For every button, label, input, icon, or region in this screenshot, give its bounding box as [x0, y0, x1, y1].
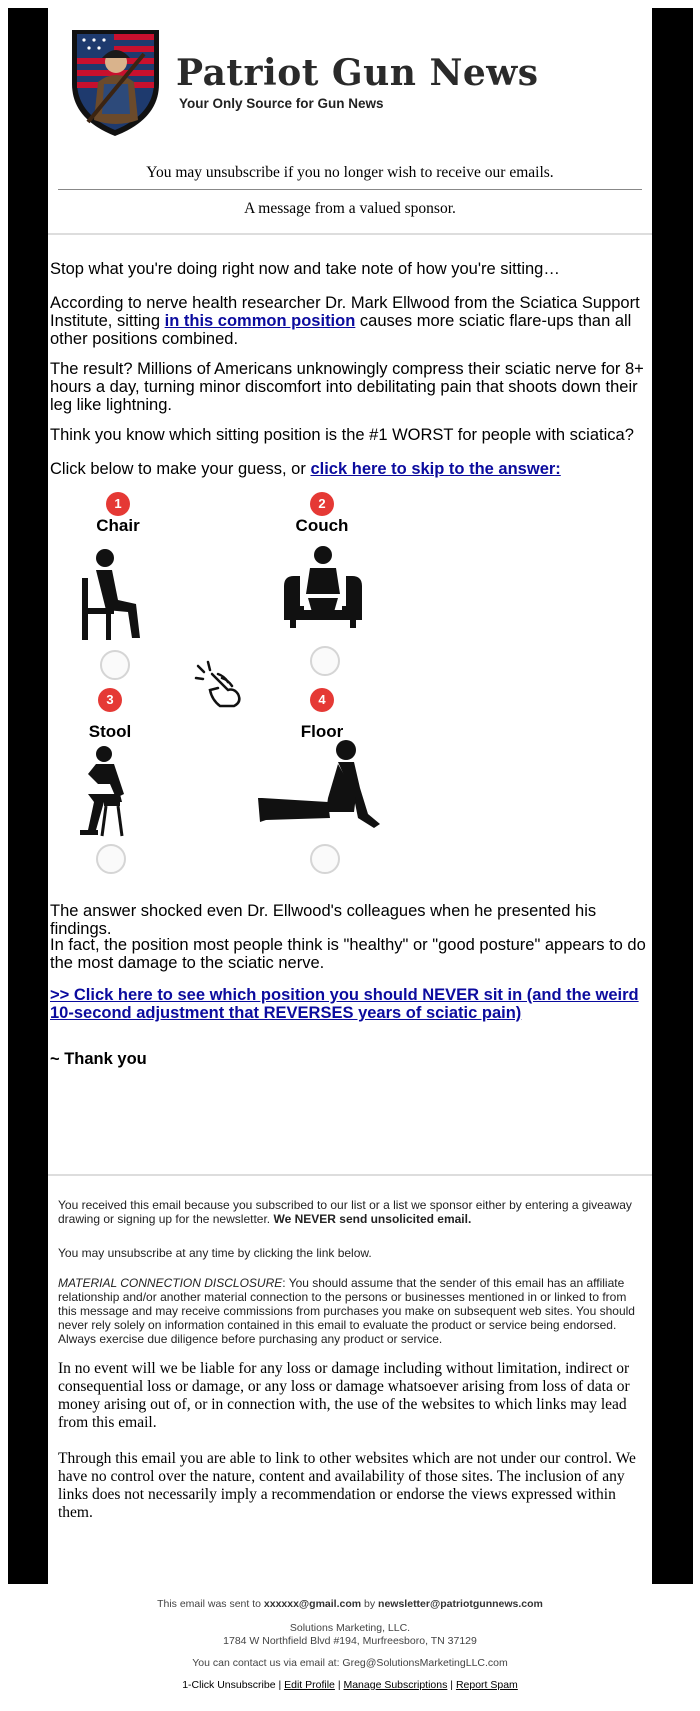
link-separator: | — [334, 1679, 344, 1691]
paragraph-posture: In fact, the position most people think is "healthy" or "good posture" appears to do the most damage to the sciatic nerve. — [50, 936, 646, 972]
sent-prefix: This email was sent to — [157, 1598, 264, 1610]
paragraph-text: causes more sciatic flare-ups than all other positions combined. — [50, 312, 632, 348]
top-unsubscribe-note: You may unsubscribe if you no longer wish to receive our emails. — [146, 164, 554, 181]
chair-sitting-icon[interactable] — [78, 548, 144, 644]
divider — [48, 1174, 652, 1176]
never-sit-cta-link[interactable]: >> Click here to see which position you should NEVER sit in (and the weird 10-second adjustment that REVERSES years of sciatic pain) — [50, 986, 639, 1022]
common-position-link[interactable]: in this common position — [164, 312, 356, 330]
paragraph-guess — [50, 460, 650, 478]
option-number: 2 — [310, 492, 334, 516]
link-separator: | — [447, 1679, 456, 1691]
paragraph-researcher — [50, 294, 650, 348]
sitting-quiz[interactable] — [48, 488, 652, 898]
radio-floor[interactable] — [310, 844, 340, 874]
disclosure-label: MATERIAL CONNECTION DISCLOSURE — [58, 1276, 283, 1290]
skip-to-answer-link[interactable]: click here to skip to the answer: — [310, 460, 561, 478]
edit-profile-link[interactable]: Edit Profile — [284, 1679, 335, 1691]
sent-by: by — [361, 1598, 379, 1610]
divider — [58, 189, 642, 190]
one-click-unsubscribe[interactable]: 1-Click Unsubscribe — [182, 1679, 276, 1691]
unsubscribe-info: You may unsubscribe at any time by clicking the link below. — [58, 1246, 372, 1260]
email-body — [48, 8, 652, 1584]
option-number: 4 — [310, 688, 334, 712]
report-spam-link[interactable]: Report Spam — [455, 1679, 518, 1691]
recipient-email: xxxxxx@gmail.com — [263, 1598, 362, 1610]
floor-sitting-icon[interactable] — [258, 738, 384, 834]
divider — [48, 233, 652, 235]
contact-line: You can contact us via email at: Greg@SolutionsMarketingLLC.com — [192, 1657, 508, 1669]
sender-email: newsletter@patriotgunnews.com — [378, 1598, 543, 1610]
sent-to-line — [0, 1598, 700, 1610]
reason-text: You received this email because you subscribed to our list or a list we sponsor either by entering a giveaway drawing or signing up for the newsletter. — [58, 1198, 632, 1226]
footer-links — [0, 1679, 700, 1691]
radio-stool[interactable] — [96, 844, 126, 874]
company-name: Solutions Marketing, LLC. — [289, 1622, 411, 1634]
paragraph-result: The result? Millions of Americans unknowingly compress their sciatic nerve for 8+ hours a day, turning minor discomfort into debilitating pain that shoots down their leg like lightning. — [50, 360, 644, 414]
paragraph-text: Click below to make your guess, or — [50, 460, 311, 478]
option-label-stool[interactable]: Stool — [88, 722, 132, 741]
option-label-chair[interactable]: Chair — [96, 516, 140, 535]
material-disclosure — [58, 1276, 643, 1346]
paragraph-shocked: The answer shocked even Dr. Ellwood's colleagues when he presented his findings. — [50, 902, 597, 938]
link-separator: | — [275, 1679, 285, 1691]
manage-subscriptions-link[interactable]: Manage Subscriptions — [343, 1679, 448, 1691]
liability-disclaimer: In no event will we be liable for any loss or damage including without limitation, indirect or consequential loss or damage, or any loss or damage whatsoever arising from loss of data or money arising out of, or in connection with, the use of the websites to which links may lead from this email. — [58, 1360, 630, 1431]
radio-chair[interactable] — [100, 650, 130, 680]
sponsor-note: A message from a valued sponsor. — [244, 200, 456, 217]
paragraph-question: Think you know which sitting position is the #1 WORST for people with sciatica? — [50, 426, 634, 444]
radio-couch[interactable] — [310, 646, 340, 676]
paragraph-intro: Stop what you're doing right now and take note of how you're sitting… — [50, 260, 560, 278]
stool-sitting-icon[interactable] — [74, 744, 134, 840]
paragraph-text: According to nerve health researcher Dr. Mark Ellwood from the Sciatica Support Institute, sitting — [50, 294, 640, 330]
brand-tagline: Your Only Source for Gun News — [179, 96, 384, 111]
sign-off: ~ Thank you — [50, 1050, 147, 1068]
brand-title: Patriot Gun News — [176, 52, 539, 94]
patriot-logo[interactable] — [68, 24, 163, 139]
external-links-disclaimer: Through this email you are able to link to other websites which are not under our control. We have no control over the nature, content and availability of those sites. The inclusion of any links does not necessarily imply a recommendation or endorse the views expressed within them. — [58, 1450, 636, 1521]
pointing-hand-icon — [194, 660, 248, 708]
no-unsolicited-email-note: We NEVER send unsolicited email. — [273, 1212, 472, 1226]
email-header — [48, 8, 652, 158]
company-address: 1784 W Northfield Blvd #194, Murfreesboro, TN 37129 — [223, 1635, 477, 1647]
option-number: 3 — [98, 688, 122, 712]
option-label-floor[interactable]: Floor — [300, 722, 344, 741]
disclosure-text: : You should assume that the sender of this email has an affiliate relationship and/or another material connection to the persons or businesses mentioned in or linked to from this message and may receive commissions from purchases you make on subsequent web sites. You should never rely solely on information contained in this email to evaluate the product or service being endorsed. Always exercise due diligence before purchasing any product or service. — [58, 1276, 635, 1346]
couch-sitting-icon[interactable] — [278, 546, 368, 636]
subscription-reason — [58, 1198, 643, 1226]
option-label-couch[interactable]: Couch — [295, 516, 349, 535]
option-number: 1 — [106, 492, 130, 516]
